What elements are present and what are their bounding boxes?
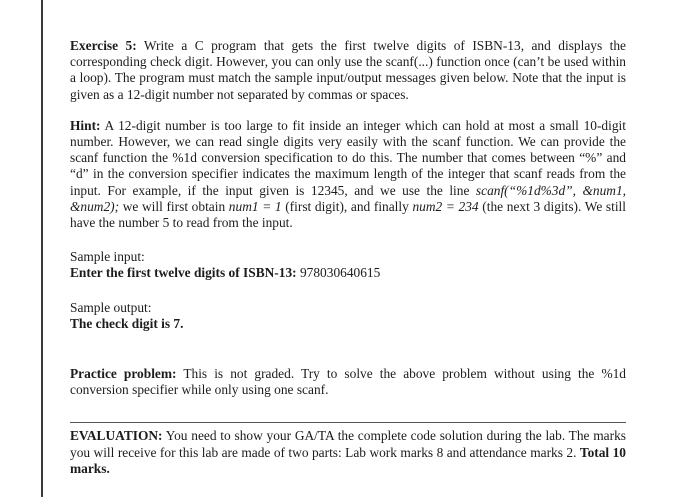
sample-input-prompt: Enter the first twelve digits of ISBN-13: [70, 265, 297, 281]
sample-input-value: 978030640615 [296, 265, 381, 281]
hint-num1: num1 = 1 [228, 198, 282, 214]
evaluation-total: Total 10 marks. [70, 444, 626, 476]
hint-text-2: we will first obtain [119, 198, 229, 214]
hint-code: scanf(“%1d%3d”, &num1, &num2); [70, 182, 626, 214]
exercise-paragraph [70, 38, 626, 103]
sample-input-heading: Sample input: [70, 249, 145, 265]
exercise-label: Exercise 5: [70, 38, 137, 53]
page-border-left [41, 0, 43, 497]
practice-paragraph [70, 366, 626, 398]
exercise-text: Write a C program that gets the first twelve digits of ISBN-13, and displays the corresponding check digit. However, you can only use the scanf(...) function once (can’t be used within a loop). The program must match the sample input/output messages given below. Note that the input is given as a 12-digit number not separated by commas or spaces. [70, 38, 626, 102]
evaluation-text: You need to show your GA/TA the complete code solution during the lab. The marks you will receive for this lab are made of two parts: Lab work marks 8 and attendance marks 2. [70, 428, 626, 460]
hint-text-4: (the next 3 digits). We still have the number 5 to read from the input. [70, 198, 626, 231]
hint-paragraph [70, 118, 626, 231]
evaluation-label: EVALUATION: [70, 428, 163, 444]
evaluation-divider [70, 422, 626, 423]
practice-text: This is not graded. Try to solve the above problem without using the %1d conversion specifier while only using one scanf. [70, 366, 626, 398]
practice-label: Practice problem: [70, 366, 177, 382]
hint-text-1: A 12-digit number is too large to fit inside an integer which can hold at most a small 10-digit number. However, we can read single digits very easily with the scanf function. We can provide the scanf function the %1d conversion specification to do this. The number that comes between “%” and “d” in the conversion specifier indicates the maximum length of the integer that scanf reads from the input. For example, if the input given is 12345, and we use the line [70, 117, 626, 198]
hint-label: Hint: [70, 117, 101, 133]
hint-num2: num2 = 234 [412, 198, 479, 214]
sample-input-line [70, 265, 626, 281]
sample-output-heading: Sample output: [70, 299, 152, 315]
document-body [70, 38, 626, 477]
hint-text-3: (first digit), and finally [281, 198, 413, 214]
evaluation-paragraph [70, 428, 626, 477]
sample-output-text: The check digit is 7. [70, 315, 184, 331]
sample-output-line [70, 316, 626, 332]
